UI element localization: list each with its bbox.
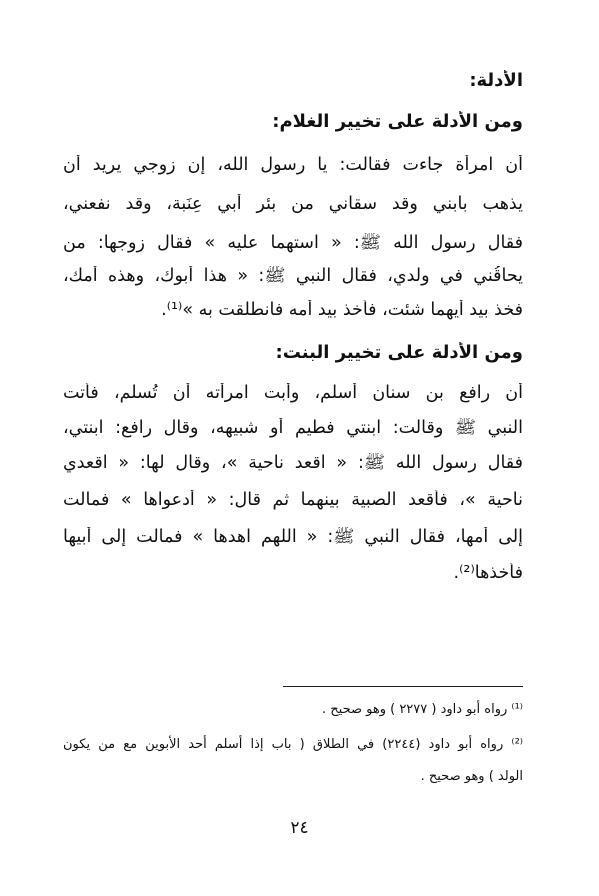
footnote-1: ⁽¹⁾ رواه أبو داود ( ٢٢٧٧ ) وهو صحيح . bbox=[321, 702, 523, 717]
paragraph2-line-3: فقال رسول الله ﷺ: « اقعد ناحية »، وقال لها: « اقعدي bbox=[63, 453, 523, 473]
paragraph1-line-2: يذهب بابني وقد سقاني من بئر أبي عِنَبة، وقد نفعني، bbox=[63, 194, 523, 214]
paragraph2-line-1: أن رافع بن سنان أسلم، وأبت امرأته أن تُسلم، فأتت bbox=[63, 383, 523, 403]
paragraph2-line-6: فأخذها⁽²⁾. bbox=[453, 563, 523, 583]
heading-boy-choice: ومن الأدلة على تخيير الغلام: bbox=[272, 111, 523, 132]
heading-evidence: الأدلة: bbox=[469, 70, 523, 91]
paragraph2-line-5: إلى أمها، فقال النبي ﷺ: « اللهم اهدها » فمالت إلى أبيها bbox=[63, 527, 523, 547]
paragraph1-line-3: فقال رسول الله ﷺ: « استهما عليه » فقال زوجها: من bbox=[63, 233, 523, 253]
page-number: ٢٤ bbox=[290, 818, 309, 838]
paragraph2-line-2: النبي ﷺ وقالت: ابنتي فطيم أو شبيهه، وقال رافع: ابنتي، bbox=[63, 418, 523, 438]
paragraph2-line-4: ناحية »، فأقعد الصبية بينهما ثم قال: « أدعواها » فمالت bbox=[63, 490, 523, 510]
paragraph1-line-1: أن امرأة جاءت فقالت: يا رسول الله، إن زوجي يريد أن bbox=[63, 155, 523, 175]
footnote-divider bbox=[283, 686, 523, 687]
footnote-2-line-1: ⁽²⁾ رواه أبو داود (٢٢٤٤) في الطلاق ( باب إذا أسلم أحد الأبوين مع من يكون bbox=[63, 737, 523, 752]
heading-girl-choice: ومن الأدلة على تخيير البنت: bbox=[275, 342, 523, 363]
paragraph1-line-5: فخذ بيد أيهما شئت، فأخذ بيد أمه فانطلقت به »⁽¹⁾. bbox=[161, 300, 523, 320]
paragraph1-line-4: يحاقُني في ولدي، فقال النبي ﷺ: « هذا أبوك، وهذه أمك، bbox=[63, 266, 523, 286]
footnote-2-line-2: الولد ) وهو صحيح . bbox=[420, 769, 523, 784]
